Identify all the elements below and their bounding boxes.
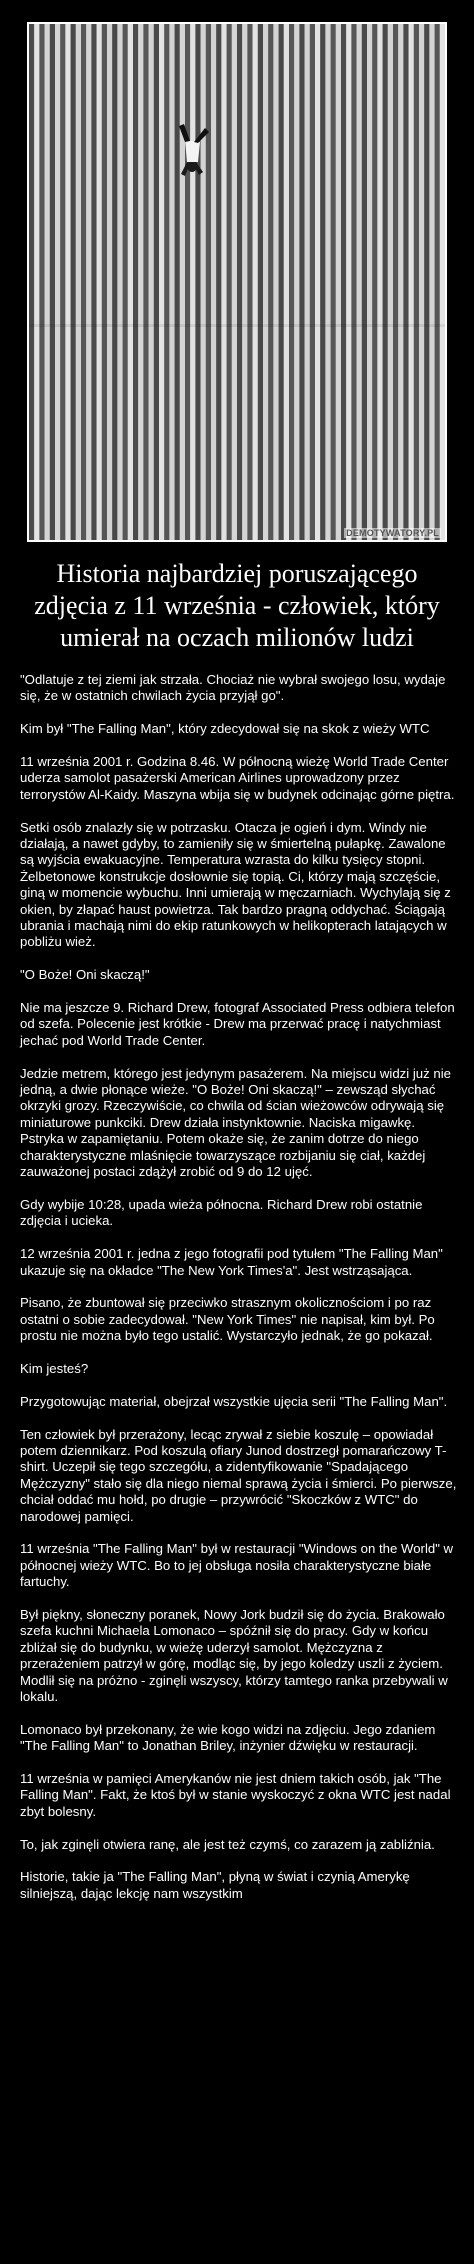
facade-column bbox=[175, 24, 180, 540]
facade-column bbox=[258, 24, 263, 540]
facade-column bbox=[216, 24, 221, 540]
facade-column bbox=[50, 24, 55, 540]
paragraph: Gdy wybije 10:28, upada wieża północna. Richard Drew robi ostatnie zdjęcia i ucieka. bbox=[20, 1196, 423, 1229]
facade-column bbox=[221, 24, 226, 540]
facade-column bbox=[185, 24, 190, 540]
facade-column bbox=[414, 24, 419, 540]
paragraph: Historie, takie ja "The Falling Man", płyną w świat i czynią Amerykę silniejszą, dając lekcję nam wszystkim bbox=[20, 1869, 410, 1901]
facade-column bbox=[372, 24, 377, 540]
paragraph: 11 września "The Falling Man" był w restauracji "Windows on the World" w północnej wieży WTC. Bo to jej obsługa nosiła charakterystyczne białe fartuchy. bbox=[20, 1541, 454, 1590]
facade-column bbox=[71, 24, 76, 540]
facade-column bbox=[201, 24, 206, 540]
facade-column bbox=[211, 24, 216, 540]
facade-column bbox=[159, 24, 164, 540]
facade-column bbox=[263, 24, 268, 540]
facade-column bbox=[403, 24, 408, 540]
paragraph: Kim jesteś? bbox=[20, 1360, 89, 1376]
facade-column bbox=[97, 24, 102, 540]
facade-column bbox=[45, 24, 50, 540]
facade-column bbox=[393, 24, 398, 540]
facade-column bbox=[86, 24, 91, 540]
facade-column bbox=[429, 24, 434, 540]
facade-column bbox=[143, 24, 148, 540]
facade-column bbox=[195, 24, 200, 540]
facade-column bbox=[351, 24, 356, 540]
facade-column bbox=[325, 24, 330, 540]
facade-column bbox=[39, 24, 44, 540]
article-body bbox=[20, 672, 457, 1919]
falling-man-photo bbox=[27, 22, 447, 542]
facade-column bbox=[336, 24, 341, 540]
paragraph: "Odlatuje z tej ziemi jak strzała. Chociaż nie wybrał swojego losu, wydaje się, że w ostatnich chwilach życia przyjął go". bbox=[20, 672, 446, 704]
facade-column bbox=[133, 24, 138, 540]
facade-column bbox=[91, 24, 96, 540]
facade-column bbox=[273, 24, 278, 540]
facade-column bbox=[377, 24, 382, 540]
paragraph: Ten człowiek był przerażony, lecąc zrywał z siebie koszulę – opowiadał potem dziennikarz. Pod koszulą ofiary Junod dostrzegł pomarańczowy T-shirt. Uczepił się tego szczegółu, a zidentyfikowanie "Spadającego Mężczyzny" stało się dla niego niemal sprawą życia i śmierci. Po pierwsze, chciał oddać mu hołd, po drugie – przywrócić "Skoczków z WTC" do narodowej pamięci. bbox=[20, 1426, 457, 1524]
facade-column bbox=[154, 24, 159, 540]
facade-column bbox=[34, 24, 39, 540]
paragraph: 11 września 2001 r. Godzina 8.46. W północną wieżę World Trade Center uderza samolot pasażerski American Airlines uprowadzony przez terrorystów Al-Kaidy. Maszyna wbija się w budynek odcinając górne piętra. bbox=[20, 754, 455, 802]
facade-column bbox=[315, 24, 320, 540]
facade-column bbox=[107, 24, 112, 540]
facade-column bbox=[76, 24, 81, 540]
facade-column bbox=[190, 24, 195, 540]
facade-column bbox=[242, 24, 247, 540]
facade-column bbox=[81, 24, 86, 540]
facade-column bbox=[29, 24, 34, 540]
facade-column bbox=[346, 24, 351, 540]
facade-column bbox=[305, 24, 310, 540]
paragraph: Był piękny, słoneczny poranek, Nowy Jork budził się do życia. Brakowało szefa kuchni Michaela Lomonaco – spóźnił się do pracy. Gdy w końcu zbliżał się do budynku, w wieżę uderzył samolot. Mężczyzna z przerażeniem patrzył w górę, modląc się, by jego koledzy uszli z życiem. Modlił się na próżno - zginęli wszyscy, którzy tamtego ranka przebywali w lokalu. bbox=[20, 1606, 448, 1704]
facade-column bbox=[435, 24, 440, 540]
facade-column bbox=[164, 24, 169, 540]
facade-column bbox=[279, 24, 284, 540]
facade-column bbox=[310, 24, 315, 540]
facade-column bbox=[294, 24, 299, 540]
paragraph: Jedzie metrem, którego jest jedynym pasażerem. Na miejscu widzi już nie jedną, a dwie płonące wieże. "O Boże! Oni skaczą!" – zewsząd słychać okrzyki grozy. Rzeczywiście, co chwila od ścian wieżowców odrywają się miniaturowe punkciki. Drew działa instynktownie. Naciska migawkę. Pstryka w zapamiętaniu. Potem okaże się, że zanim dotrze do niego charakterystyczne mlaśnięcie towarzyszące rozbijaniu się ciał, każdej zauważonej postaci zdążył zrobić od 9 do 12 ujęć. bbox=[20, 1065, 451, 1180]
facade-column bbox=[383, 24, 388, 540]
facade-column bbox=[206, 24, 211, 540]
facade-column bbox=[409, 24, 414, 540]
facade-column bbox=[227, 24, 232, 540]
paragraph: Przygotowując materiał, obejrzał wszystkie ujęcia serii "The Falling Man". bbox=[20, 1393, 448, 1409]
paragraph: Nie ma jeszcze 9. Richard Drew, fotograf Associated Press odbiera telefon od szefa. Polecenie jest krótkie - Drew ma przerwać pracę i natychmiast jechać pod World Trade Center. bbox=[20, 1000, 455, 1048]
facade-column bbox=[362, 24, 367, 540]
facade-column bbox=[123, 24, 128, 540]
paragraph: Lomonaco był przekonany, że wie kogo widzi na zdjęciu. Jego zdaniem "The Falling Man" to Jonathan Briley, inżynier dźwięku w restauracji. bbox=[20, 1721, 436, 1754]
paragraph: "O Boże! Oni skaczą!" bbox=[20, 967, 150, 983]
facade-column bbox=[169, 24, 174, 540]
paragraph: Pisano, że zbuntował się przeciwko strasznym okolicznościom i po raz ostatni o sobie zadecydował. "New York Times" nie napisał, kim był. Po prostu nie można było tego ustalić. Wystarczyło jednak, że go pokazał. bbox=[20, 1295, 435, 1344]
facade-column bbox=[247, 24, 252, 540]
paragraph: To, jak zginęli otwiera ranę, ale jest też czymś, co zarazem ją zabliźnia. bbox=[20, 1836, 435, 1852]
facade-column bbox=[388, 24, 393, 540]
facade-column bbox=[419, 24, 424, 540]
facade-column bbox=[299, 24, 304, 540]
floor-line bbox=[29, 324, 445, 327]
facade-column bbox=[237, 24, 242, 540]
facade-column bbox=[268, 24, 273, 540]
paragraph: Setki osób znalazły się w potrzasku. Otacza je ogień i dym. Windy nie działają, a nawet gdyby, to zamieniły się w śmiertelną pułapkę. Zawalone są wyjścia ewakuacyjne. Temperatura wzrasta do kilku tysięcy stopni. Żelbetonowe konstrukcje dosłownie się topią. Ci, którzy mają szczęście, giną w momencie wybuchu. Inni umierają w męczarniach. Wychylają się z okien, by złapać haust powietrza. Tak bardzo pragną oddychać. Ściągają ubrania i machają nimi do ekip ratunkowych w helikopterach latających w pobliżu wież. bbox=[20, 819, 451, 950]
paragraph: 12 września 2001 r. jedna z jego fotografii pod tytułem "The Falling Man" ukazuje się na okładce "The New York Times'a". Jest wstrząsająca. bbox=[20, 1246, 443, 1278]
watermark-text: DEMOTYWATORY.PL bbox=[346, 528, 439, 538]
facade-column bbox=[65, 24, 70, 540]
facade-column bbox=[180, 24, 185, 540]
facade-column bbox=[55, 24, 60, 540]
paragraph: 11 września w pamięci Amerykanów nie jest dniem takich osób, jak "The Falling Man". Fakt, że ktoś był w stanie wyskoczyć z okna WTC jest nadal zbyt bolesny. bbox=[20, 1770, 451, 1819]
facade-column bbox=[138, 24, 143, 540]
facade-column bbox=[128, 24, 133, 540]
facade-column bbox=[341, 24, 346, 540]
facade-column bbox=[440, 24, 445, 540]
paragraph: Kim był "The Falling Man", który zdecydował się na skok z wieży WTC bbox=[20, 721, 430, 737]
facade-column bbox=[331, 24, 336, 540]
facade-column bbox=[320, 24, 325, 540]
facade-column bbox=[284, 24, 289, 540]
facade-column bbox=[102, 24, 107, 540]
facade-column bbox=[149, 24, 154, 540]
facade-column bbox=[60, 24, 65, 540]
facade-column bbox=[289, 24, 294, 540]
facade-column bbox=[232, 24, 237, 540]
facade-column bbox=[117, 24, 122, 540]
facade-column bbox=[367, 24, 372, 540]
tower-facade-image bbox=[29, 24, 445, 540]
facade-column bbox=[398, 24, 403, 540]
poster-title: Historia najbardziej poruszającego zdjęcia z 11 września - człowiek, który umierał na oczach milionów ludzi bbox=[34, 559, 440, 652]
facade-column bbox=[424, 24, 429, 540]
facade-column bbox=[253, 24, 258, 540]
facade-column bbox=[112, 24, 117, 540]
facade-column bbox=[357, 24, 362, 540]
